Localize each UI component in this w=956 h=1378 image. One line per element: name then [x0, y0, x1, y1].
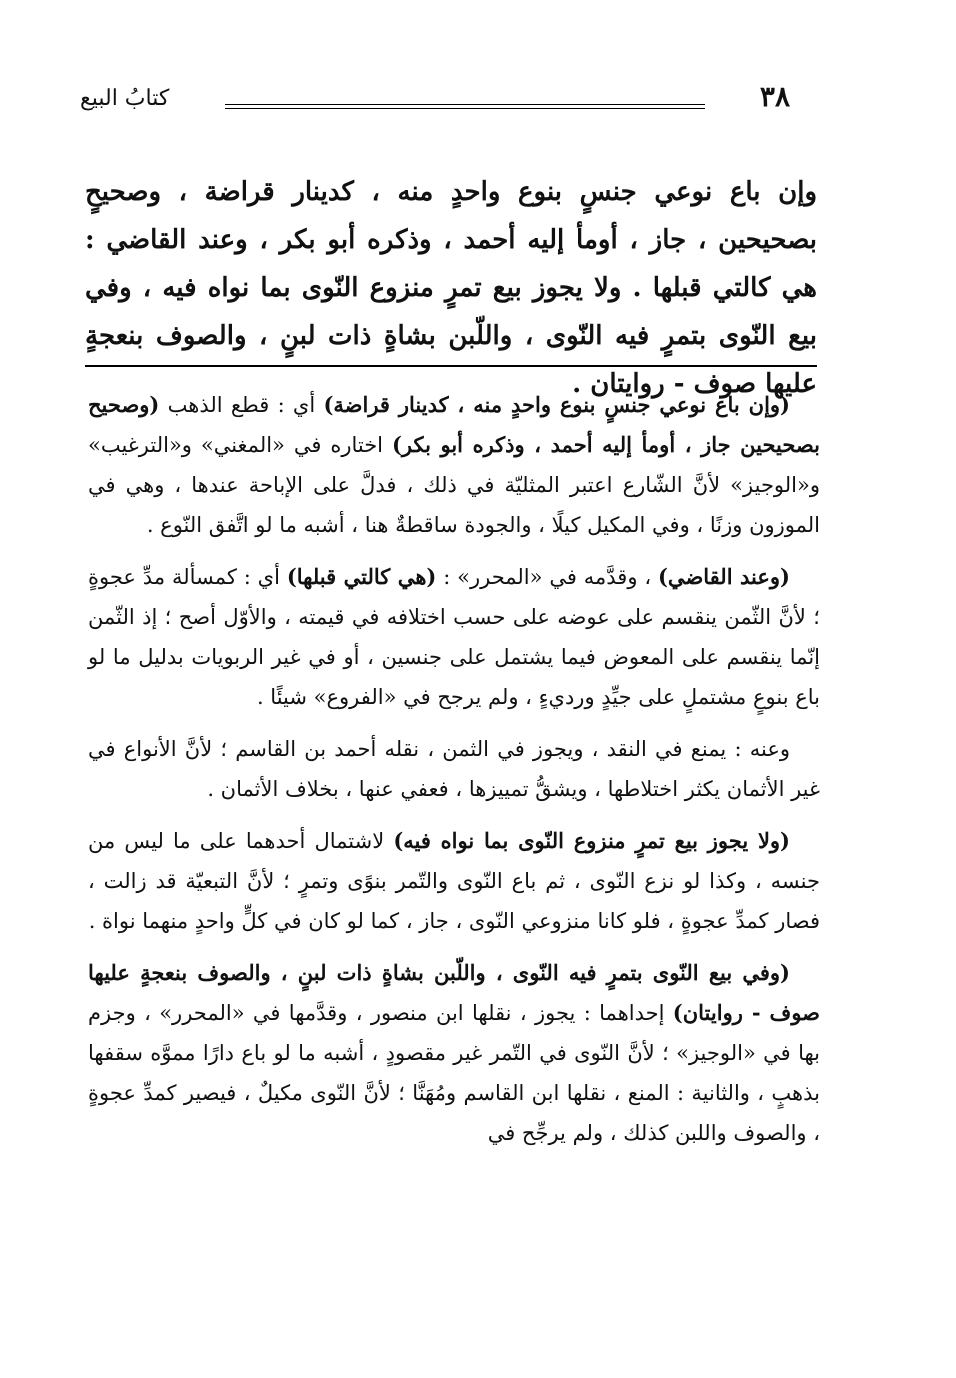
- matn-text: وإن باع نوعي جنسٍ بنوع واحدٍ منه ، كدينار قراضة ، وصحيحٍ بصحيحين ، جاز ، أومأ إليه أحمد ، وذكره أبو بكر ، وعند القاضي : هي كالتي قبلها . ولا يجوز بيع تمرٍ منزوع النّوى بما نواه فيه ، وفي بيع النّوى بتمرٍ فيه النّوى ، واللّبن بشاةٍ ذات لبنٍ ، والصوف بنعجةٍ عليها صوف - روايتان .: [85, 177, 817, 399]
- commentary-paragraph-4: [88, 821, 820, 941]
- matn-divider: [85, 365, 817, 367]
- commentary-text: أي : كمسألة مدِّ عجوةٍ ؛ لأنَّ الثّمن ينقسم على عوضه على حسب اختلافه في قيمته ، والأوّل أصح ؛ إذ الثّمن إنّما ينقسم على المعوض فيما يشتمل على جنسين ، أو في غير الربويات بدليل ما لو باع بنوعٍ مشتملٍ على جيِّدٍ ورديءٍ ، ولم يرجح في «الفروع» شيئًا .: [88, 565, 820, 709]
- commentary-text: إحداهما : يجوز ، نقلها ابن منصور ، وقدَّمها في «المحرر» ، وجزم بها في «الوجيز» ؛ لأنَّ النّوى في التّمر غير مقصودٍ ، أشبه ما لو باع دارًا مموَّه سقفها بذهبٍ ، والثانية : المنع ، نقلها ابن القاسم ومُهَنَّا ؛ لأنَّ النّوى مكيلٌ ، فيصير كمدِّ عجوةٍ ، والصوف واللبن كذلك ، ولم يرجِّح في: [88, 1001, 820, 1145]
- quoted-matn: (هي كالتي قبلها): [286, 564, 437, 589]
- quoted-matn: (وإن باع نوعي جنسٍ بنوع واحدٍ منه ، كدينار قراضة): [323, 392, 790, 417]
- running-title: كتابُ البيع: [80, 86, 170, 111]
- commentary: [88, 385, 820, 1165]
- page-number: ٣٨: [759, 80, 790, 113]
- commentary-paragraph-1: [88, 385, 820, 545]
- header-rule-second: [225, 108, 705, 109]
- commentary-text: اختاره في «المغني» و«الترغيب» و«الوجيز» لأنَّ الشّارع اعتبر المثليّة في ذلك ، فدلَّ على الإباحة عندها ، وهي في الموزون وزنًا ، وفي المكيل كيلًا ، والجودة ساقطةٌ هنا ، أشبه ما لو اتَّفق النّوع .: [88, 433, 820, 537]
- commentary-text: لاشتمال أحدهما على ما ليس من جنسه ، وكذا لو نزع النّوى ، ثم باع النّوى والتّمر بنوًى وتمرٍ ؛ لأنَّ التبعيّة قد زالت ، فصار كمدِّ عجوةٍ ، فلو كانا منزوعي النّوى ، جاز ، كما لو كان في كلٍّ واحدٍ منهما نواة .: [88, 829, 820, 933]
- page-header: [80, 80, 800, 120]
- commentary-paragraph-3: [88, 729, 820, 809]
- quoted-matn: (ولا يجوز بيع تمرٍ منزوع النّوى بما نواه فيه): [393, 828, 790, 853]
- commentary-paragraph-2: [88, 557, 820, 717]
- commentary-text: ، وقدَّمه في «المحرر» :: [436, 565, 658, 589]
- commentary-paragraph-5: [88, 953, 820, 1153]
- quoted-matn: (وعند القاضي): [658, 564, 790, 589]
- commentary-text: أي : قطع الذهب: [159, 393, 324, 417]
- commentary-text: وعنه : يمنع في النقد ، ويجوز في الثمن ، نقله أحمد بن القاسم ؛ لأنَّ الأنواع في غير الأثمان يكثر اختلاطها ، ويشقُّ تمييزها ، فعفي عنها ، بخلاف الأثمان .: [88, 737, 820, 801]
- quoted-matn: (وصحيح بصحيحين جاز ، أومأ إليه أحمد ، وذكره أبو بكر): [88, 392, 820, 457]
- quoted-matn: (وفي بيع النّوى بتمرٍ فيه النّوى ، واللّبن بشاةٍ ذات لبنٍ ، والصوف بنعجةٍ عليها صوف - روايتان): [88, 960, 820, 1025]
- header-rule: [225, 104, 705, 105]
